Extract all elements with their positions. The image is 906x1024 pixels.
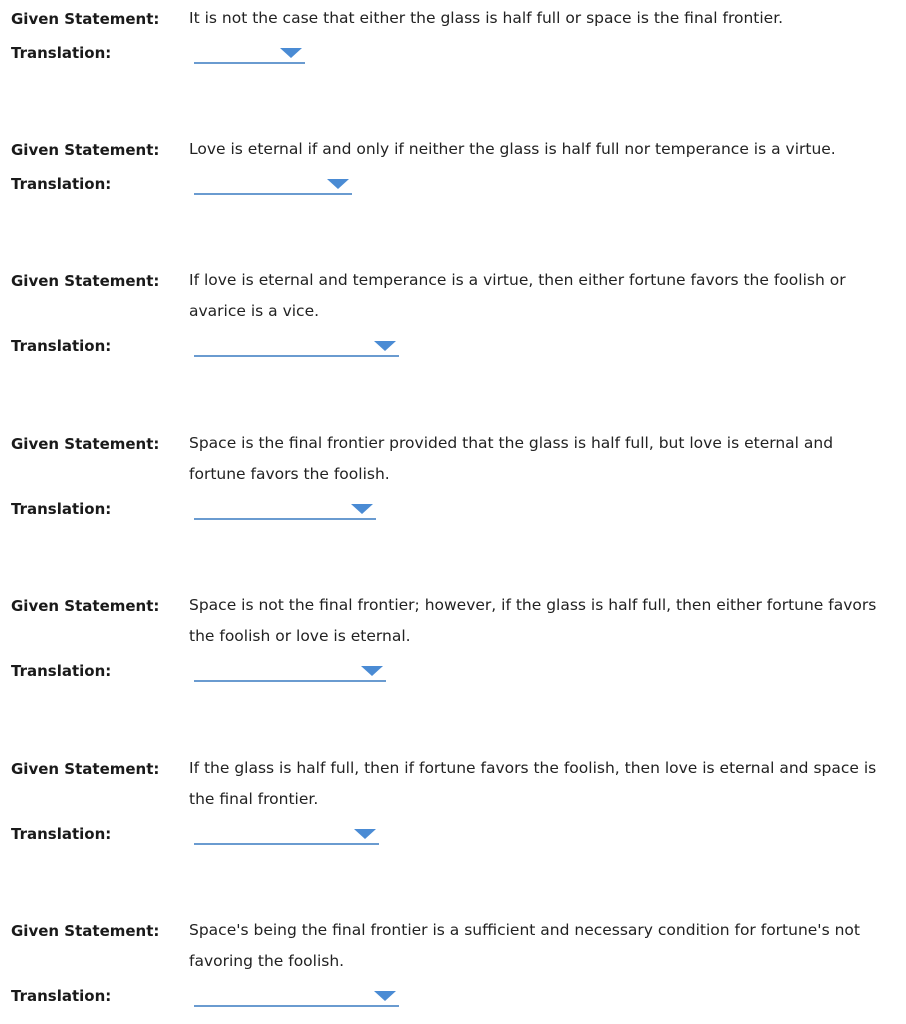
dropdown-arrow-icon[interactable] bbox=[280, 48, 302, 58]
translation-label: Translation: bbox=[11, 175, 112, 193]
dropdown-arrow-icon[interactable] bbox=[374, 341, 396, 351]
translation-dropdown[interactable] bbox=[194, 341, 399, 357]
given-statement-label: Given Statement: bbox=[11, 922, 160, 940]
translation-label: Translation: bbox=[11, 987, 112, 1005]
translation-dropdown[interactable] bbox=[194, 48, 305, 64]
translation-label: Translation: bbox=[11, 337, 112, 355]
translation-label: Translation: bbox=[11, 44, 112, 62]
translation-label: Translation: bbox=[11, 825, 112, 843]
translation-dropdown[interactable] bbox=[194, 991, 399, 1007]
dropdown-arrow-icon[interactable] bbox=[351, 504, 373, 514]
given-statement-label: Given Statement: bbox=[11, 760, 160, 778]
dropdown-arrow-icon[interactable] bbox=[361, 666, 383, 676]
given-statement-text: If love is eternal and temperance is a virtue, then either fortune favors the foolish or avarice is a vice. bbox=[189, 271, 846, 320]
given-statement-label: Given Statement: bbox=[11, 10, 160, 28]
given-statement-text: If the glass is half full, then if fortune favors the foolish, then love is eternal and space is the final frontier. bbox=[189, 759, 877, 808]
dropdown-arrow-icon[interactable] bbox=[354, 829, 376, 839]
dropdown-arrow-icon[interactable] bbox=[327, 179, 349, 189]
translation-label: Translation: bbox=[11, 662, 112, 680]
dropdown-arrow-icon[interactable] bbox=[374, 991, 396, 1001]
given-statement-text: Space's being the final frontier is a sufficient and necessary condition for fortune's not favoring the foolish. bbox=[189, 921, 860, 970]
given-statement-text: Space is not the final frontier; however, if the glass is half full, then either fortune favors the foolish or love is eternal. bbox=[189, 596, 877, 645]
given-statement-label: Given Statement: bbox=[11, 435, 160, 453]
given-statement-label: Given Statement: bbox=[11, 141, 160, 159]
translation-dropdown[interactable] bbox=[194, 829, 379, 845]
translation-label: Translation: bbox=[11, 500, 112, 518]
translation-dropdown[interactable] bbox=[194, 504, 376, 520]
translation-dropdown[interactable] bbox=[194, 666, 386, 682]
given-statement-text: Space is the final frontier provided that the glass is half full, but love is eternal and fortune favors the foolish. bbox=[189, 434, 834, 483]
given-statement-label: Given Statement: bbox=[11, 272, 160, 290]
given-statement-label: Given Statement: bbox=[11, 597, 160, 615]
given-statement-text: Love is eternal if and only if neither the glass is half full nor temperance is a virtue. bbox=[189, 140, 836, 158]
translation-dropdown[interactable] bbox=[194, 179, 352, 195]
given-statement-text: It is not the case that either the glass is half full or space is the final frontier. bbox=[189, 9, 784, 27]
